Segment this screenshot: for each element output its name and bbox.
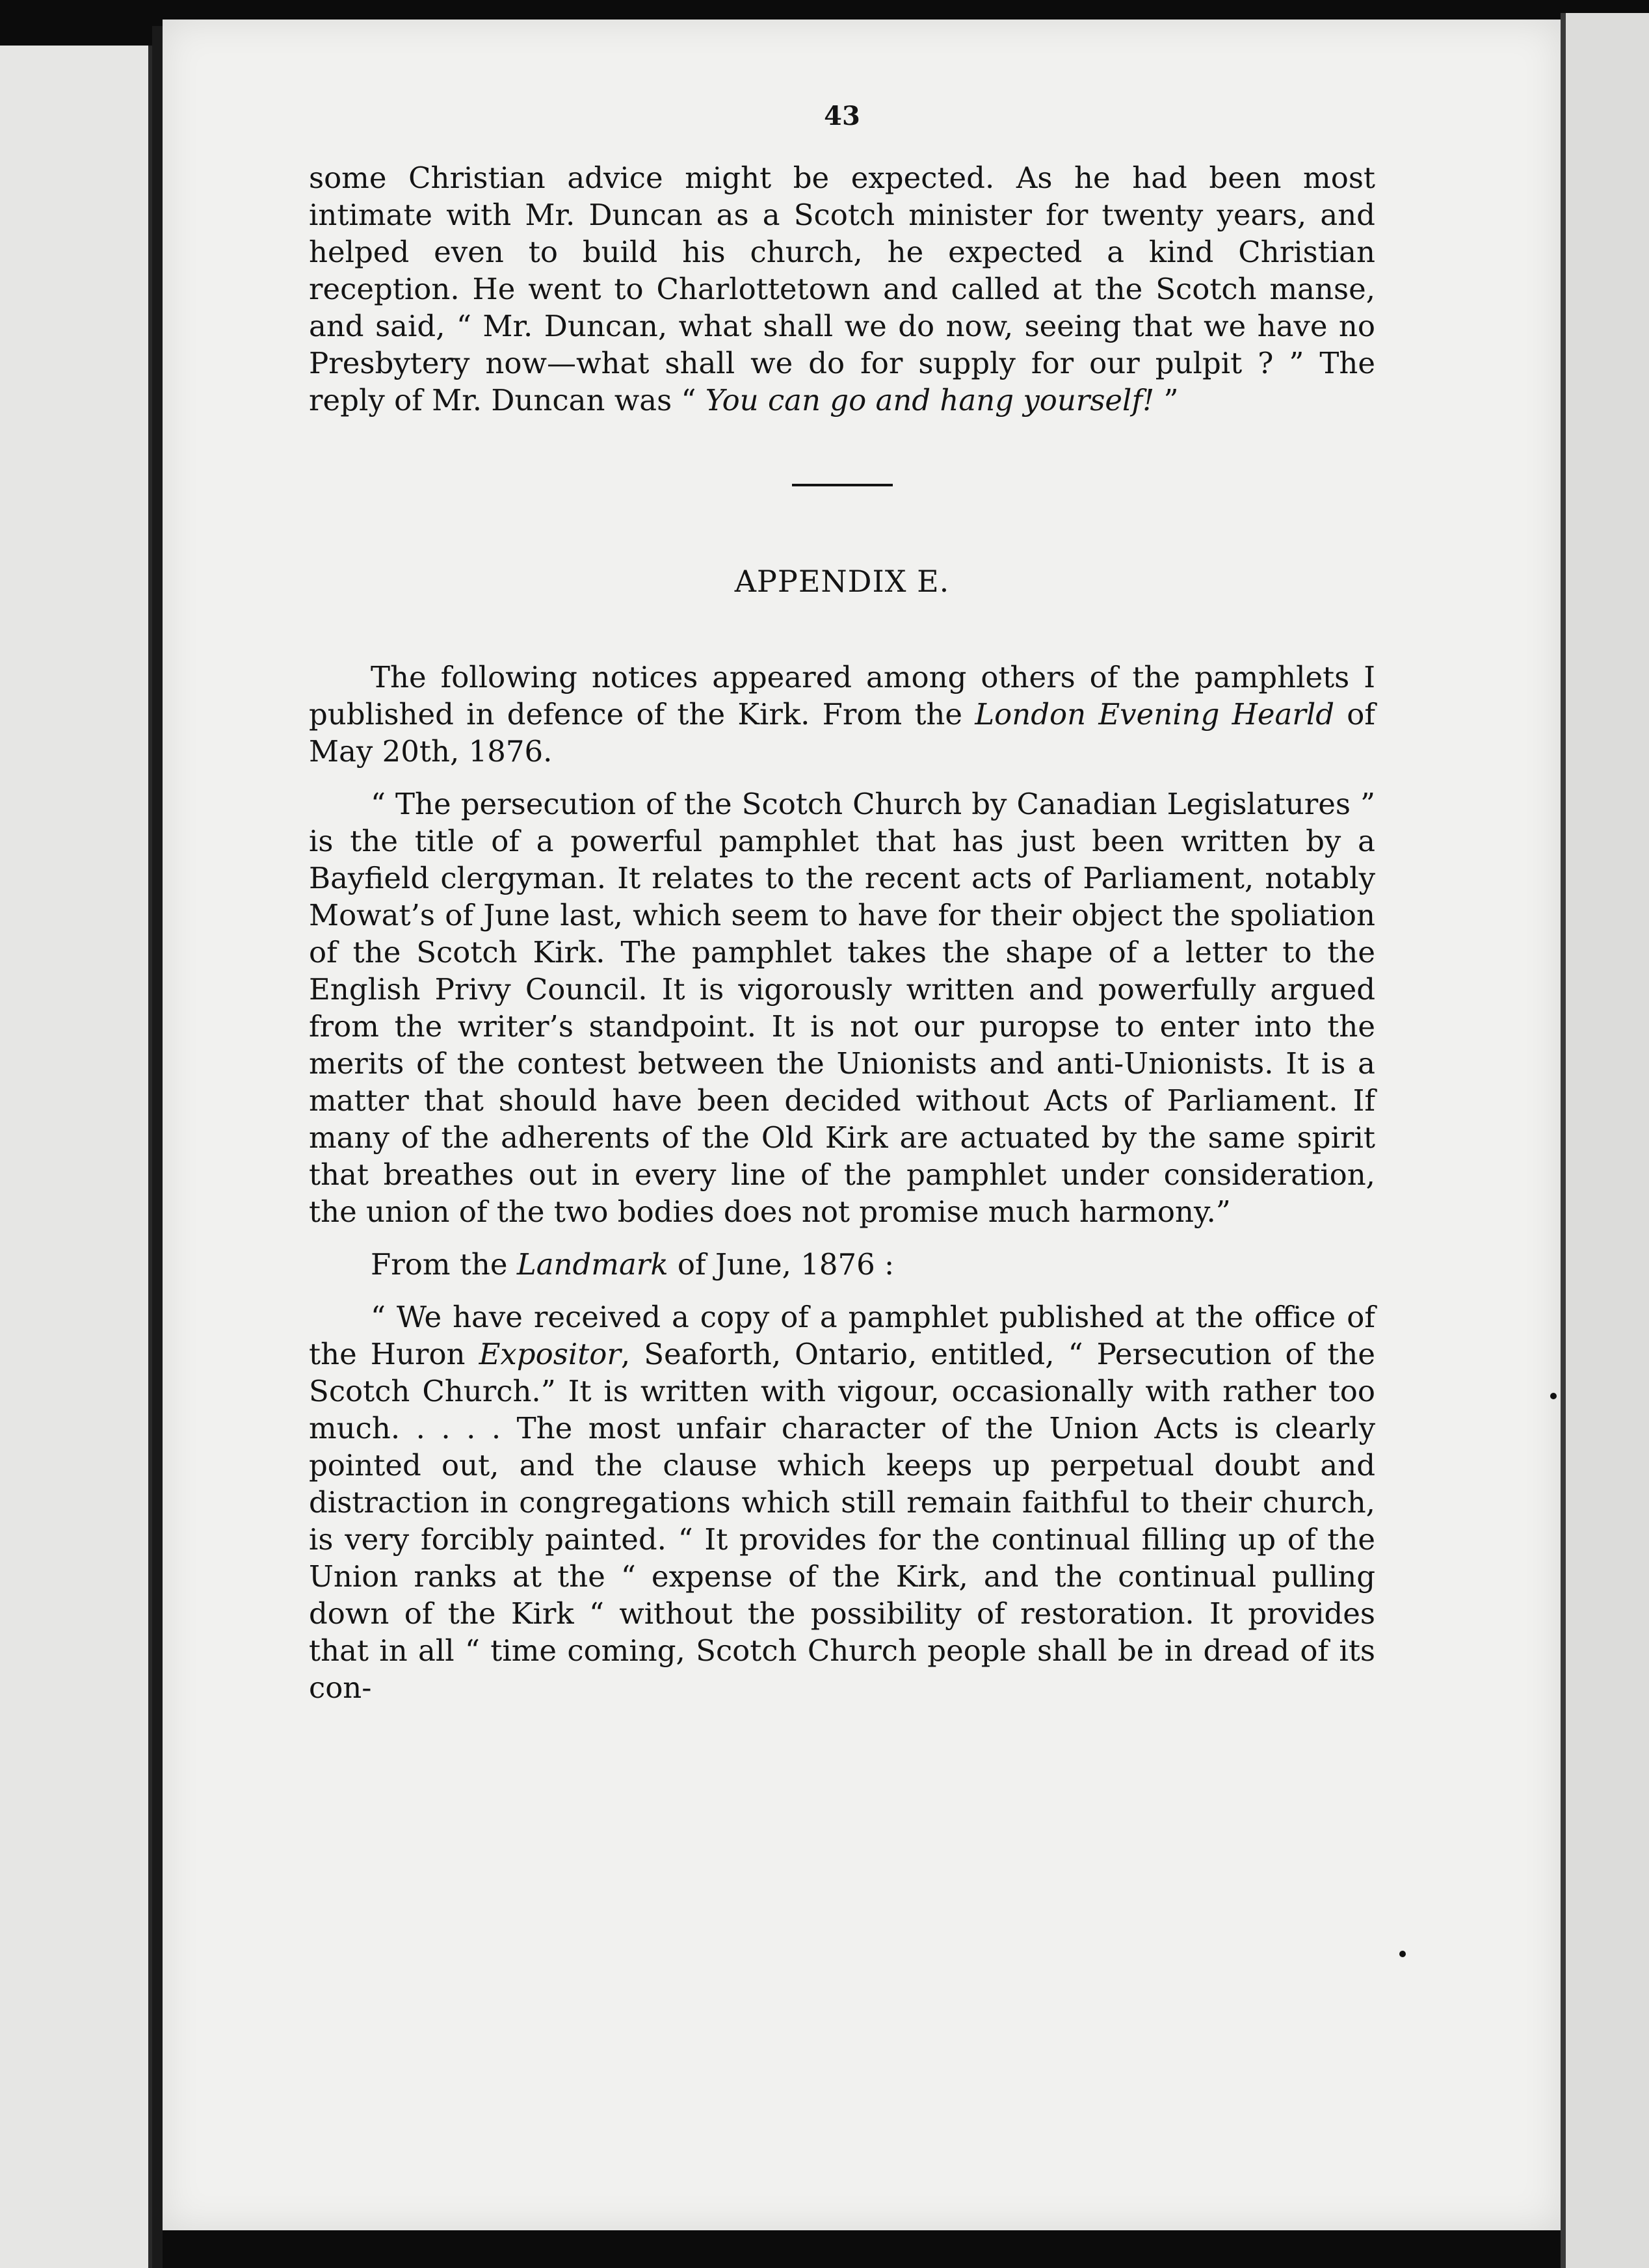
page-text <box>309 98 1375 1706</box>
notice-intro-text: The following notices appeared among others of the pamphlets I published in defence of the Kirk. From the <box>309 660 1375 732</box>
intro-text: some Christian advice might be expected. As he had been most intimate with Mr. Duncan as a Scotch minister for twenty years, and helped even to build his church, he expected a kind Christian reception. He went to Charlottetown and called at the Scotch manse, and said, “ Mr. Duncan, what shall we do now, seeing that we have no Presbytery now—what shall we do for supply for our pulpit ? ” The reply of Mr. Duncan was “ <box>309 161 1375 417</box>
landmark-date: of June, 1876 : <box>668 1247 895 1282</box>
page-number: 43 <box>824 101 860 131</box>
herald-quote-paragraph: “ The persecution of the Scotch Church by Canadian Legislatures ” is the title of a powerful pamphlet that has just been written by a Bayfield clergyman. It relates to the recent acts of Parliament, notably Mowat’s of June last, which seem to have for their object the spoliation of the Scotch Kirk. The pamphlet takes the shape of a letter to the English Privy Council. It is vigorously written and powerfully argued from the writer’s standpoint. It is not our puropse to enter into the merits of the contest between the Unionists and anti-Unionists. It is a matter that should have been decided without Acts of Parliament. If many of the adherents of the Old Kirk are actuated by the same spirit that breathes out in every line of the pamphlet under consideration, the union of the two bodies does not promise much harmony.” <box>309 787 1375 1229</box>
landmark-quote-rest: , Seaforth, Ontario, entitled, “ Persecution of the Scotch Church.” It is written with vigour, occasionally with rather too much. . . . . The most unfair character of the Union Acts is clearly pointed out, and the clause which keeps up perpetual doubt and distraction in congregations which still remain faithful to their church, is very forcibly painted. “ It provides for the continual filling up of the Union ranks at the “ expense of the Kirk, and the continual pulling down of the Kirk “ without the possibility of restoration. It provides that in all “ time coming, Scotch Church people shall be in dread of its con- <box>309 1337 1376 1705</box>
landmark-intro-paragraph <box>309 1246 1375 1283</box>
notice-intro-paragraph <box>309 659 1375 770</box>
book-page <box>163 20 1561 2230</box>
page-stack-edge <box>1561 13 1649 2268</box>
facing-page-edge <box>0 46 152 2268</box>
landmark-quote-text: “ We have received a copy of a pamphlet published at the office of the Huron <box>309 1300 1375 1371</box>
intro-quote-italic: You can go and hang yourself! <box>705 383 1155 417</box>
herald-date: of May 20th, 1876. <box>309 697 1375 769</box>
herald-title: London Evening Hearld <box>975 697 1335 732</box>
expositor-title: Expositor <box>479 1337 621 1371</box>
landmark-intro-text: From the <box>371 1247 517 1282</box>
landmark-quote-paragraph <box>309 1299 1375 1706</box>
intro-close-quote: ” <box>1154 383 1179 417</box>
intro-paragraph <box>309 159 1375 419</box>
section-divider <box>792 484 893 486</box>
ink-speck <box>1550 1393 1557 1399</box>
appendix-heading: APPENDIX E. <box>734 564 950 599</box>
book-gutter <box>152 26 163 2268</box>
landmark-title: Landmark <box>516 1247 668 1282</box>
ink-speck <box>1399 1951 1406 1957</box>
